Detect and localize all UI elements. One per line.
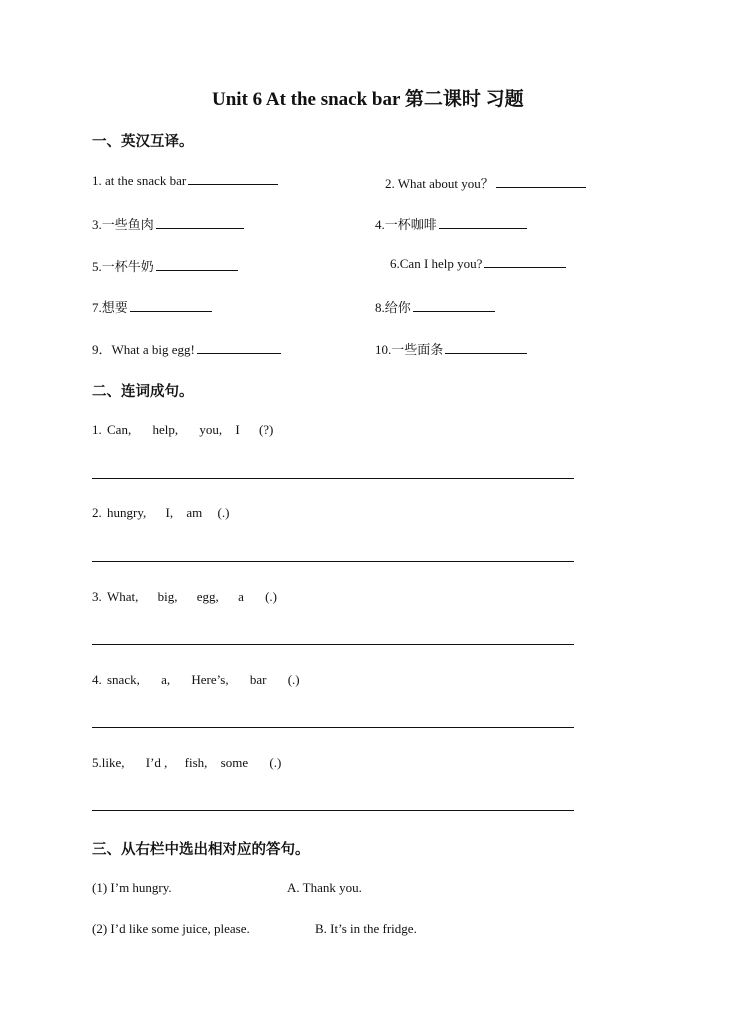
s1-item-9 <box>92 339 281 358</box>
s2-item-num: 4. <box>92 672 102 687</box>
s1-item-1 <box>92 173 278 189</box>
s1-item-3-text: 3.一些鱼肉 <box>92 217 154 232</box>
s1-item-8-text: 8.给你 <box>375 300 411 315</box>
s3-left-2: (2) I’d like some juice, please. <box>92 921 250 936</box>
answer-blank[interactable] <box>130 300 212 312</box>
s2-item-5 <box>92 755 281 771</box>
s2-word: Here’s, <box>191 672 229 687</box>
section2-heading: 二、连词成句。 <box>92 384 194 400</box>
s2-word: I, <box>165 505 174 520</box>
answer-blank[interactable] <box>439 217 527 229</box>
s3-right-a: A. Thank you. <box>287 880 362 895</box>
s2-word: big, <box>157 589 178 604</box>
answer-blank[interactable] <box>484 256 566 268</box>
s2-word: you, <box>199 422 223 437</box>
s2-word: some <box>220 755 249 770</box>
s2-word: What, <box>107 589 139 604</box>
s2-word: a <box>238 589 244 604</box>
s2-word: hungry, <box>107 505 147 520</box>
s2-word: (.) <box>217 505 230 520</box>
s2-word: (.) <box>265 589 278 604</box>
s2-word: bar <box>249 672 267 687</box>
s3-right-b: B. It’s in the fridge. <box>315 921 417 936</box>
s2-item-num: 2. <box>92 505 102 520</box>
answer-blank[interactable] <box>156 259 238 271</box>
s1-item-2-text: 2. What about you？ <box>385 176 494 191</box>
answer-line[interactable] <box>92 727 574 728</box>
s1-item-3 <box>92 214 244 233</box>
answer-line[interactable] <box>92 810 574 811</box>
s2-word: I <box>235 422 240 437</box>
s1-item-5 <box>92 256 238 275</box>
page-title: Unit 6 At the snack bar 第二课时 习题 <box>212 89 524 110</box>
s2-item-1 <box>92 422 273 438</box>
s1-item-6 <box>390 256 566 272</box>
s1-item-4-text: 4.一杯咖啡 <box>375 217 437 232</box>
s1-item-10-text: 10.一些面条 <box>375 342 444 357</box>
s2-item-num: 3. <box>92 589 102 604</box>
s1-item-5-text: 5.一杯牛奶 <box>92 259 154 274</box>
answer-line[interactable] <box>92 561 574 562</box>
s1-item-6-text: 6.Can I help you? <box>390 256 483 271</box>
s2-word: (.) <box>287 672 300 687</box>
s2-word: help, <box>152 422 179 437</box>
s1-item-9-text: 9．What a big egg! <box>92 342 195 357</box>
s2-word: egg, <box>196 589 219 604</box>
s2-word: a, <box>161 672 171 687</box>
answer-blank[interactable] <box>197 342 281 354</box>
s1-item-8 <box>375 297 495 316</box>
s1-item-10 <box>375 339 527 358</box>
s2-item-3 <box>92 589 277 605</box>
s3-left-1: (1) I’m hungry. <box>92 880 172 895</box>
answer-line[interactable] <box>92 644 574 645</box>
s2-word: (.) <box>269 755 282 770</box>
s2-word: fish, <box>184 755 208 770</box>
answer-blank[interactable] <box>445 342 527 354</box>
s2-word: like, <box>101 755 125 770</box>
s1-item-2 <box>385 173 586 192</box>
answer-blank[interactable] <box>188 173 278 185</box>
s1-item-7-text: 7.想要 <box>92 300 128 315</box>
s2-item-num: 1. <box>92 422 102 437</box>
section3-heading: 三、从右栏中选出相对应的答句。 <box>92 842 310 858</box>
s1-item-4 <box>375 214 527 233</box>
s2-item-num: 5. <box>92 755 102 770</box>
s2-word: am <box>186 505 203 520</box>
s1-item-1-text: 1. at the snack bar <box>92 173 187 188</box>
answer-blank[interactable] <box>496 176 586 188</box>
s2-word: (?) <box>258 422 274 437</box>
s2-word: Can, <box>107 422 132 437</box>
answer-blank[interactable] <box>156 217 244 229</box>
answer-line[interactable] <box>92 478 574 479</box>
s2-item-4 <box>92 672 300 688</box>
s1-item-7 <box>92 297 212 316</box>
section1-heading: 一、英汉互译。 <box>92 134 194 150</box>
s2-word: snack, <box>107 672 140 687</box>
s2-item-2 <box>92 505 229 521</box>
s2-word: I’d , <box>145 755 168 770</box>
answer-blank[interactable] <box>413 300 495 312</box>
